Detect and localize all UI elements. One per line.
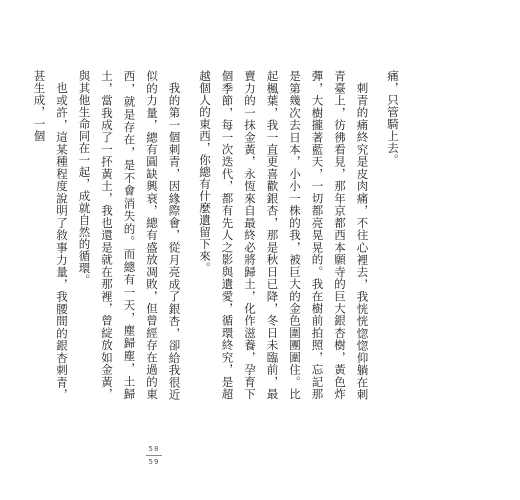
paragraph-2: 刺青的痛終究是皮肉痛，不往心裡去，我恍恍惚惚仰躺在刺青臺上，彷彿看見，那年京都西本願寺的巨大銀杏樹，黃色炸彈，大樹攏著藍天，一切都亮晃晃的。我在樹前拍照，忘記那是第幾次去日本，小小一株的我，被巨大的金色圍團圍住。比起楓葉，我一直更喜歡銀杏，那是秋日已降，冬日未臨前，最賣力的一抹金黃，永恆來自最終必將歸土，化作滋養，孕育下個季節，每一次迭代，都有先人之影與遺愛，循環終究，是超越個人的東西，你總有什麼遺留下來。 xyxy=(198,70,370,400)
paragraph-3: 我的第一個刺青，因緣際會，從月亮成了銀杏，卻給我很近似的力量，總有圓缺興衰，總有盛放凋敗，但曾經存在過的東西，就是存在，是不會消失的。而總有一天，塵歸塵，土歸土，當我成了一抔黃土，我也還是就在那裡，曾綻放如金黃，與其他生命同在一起，成就自然的循環。 xyxy=(77,70,182,400)
page-number-right: 59 xyxy=(148,458,160,466)
page-number-left: 58 xyxy=(148,445,160,453)
paragraph-1: 痛，只管騎上去。 xyxy=(386,70,400,166)
page-numbers xyxy=(146,445,162,466)
body-text xyxy=(28,70,412,400)
paragraph-4: 也或許，這某種程度說明了敘事力量，我腰間的銀杏刺青，甚生成，一個 xyxy=(32,70,69,400)
page-number-divider xyxy=(146,455,162,456)
